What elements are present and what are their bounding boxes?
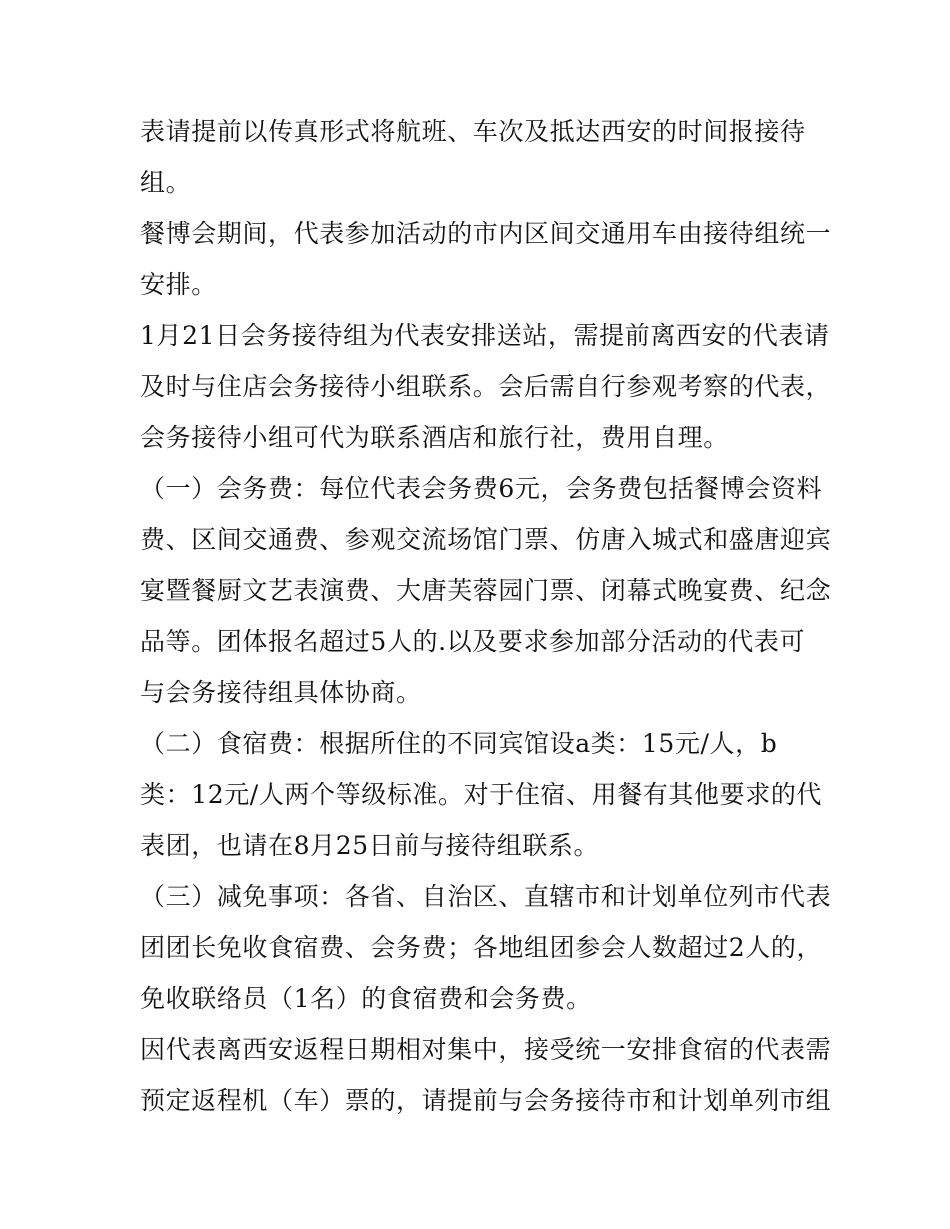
paragraph-departure <box>140 310 832 463</box>
text-line: （三）减免事项：各省、自治区、直辖市和计划单位列市代表 <box>140 882 832 911</box>
text-line: 表请提前以传真形式将航班、车次及抵达西安的时间报接待 <box>140 117 806 146</box>
text-line: 宴暨餐厨文艺表演费、大唐芙蓉园门票、闭幕式晚宴费、纪念 <box>140 576 832 605</box>
paragraph-accommodation-fee <box>140 718 823 871</box>
paragraph-exemptions <box>140 871 832 1024</box>
text-line: 安排。 <box>140 270 217 299</box>
text-line: 费、区间交通费、参观交流场馆门票、仿唐入城式和盛唐迎宾 <box>140 525 832 554</box>
text-line: 会务接待小组可代为联系酒店和旅行社，费用自理。 <box>140 423 729 452</box>
text-line: 组。 <box>140 168 192 197</box>
text-line: 因代表离西安返程日期相对集中，接受统一安排食宿的代表需 <box>140 1035 832 1064</box>
text-line: 与会务接待组具体协商。 <box>140 678 422 707</box>
text-line: 免收联络员（1名）的食宿费和会务费。 <box>140 984 592 1013</box>
text-line: 1月21日会务接待组为代表安排送站，需提前离西安的代表请 <box>140 321 830 350</box>
text-line: （二）食宿费：根据所住的不同宾馆设a类：15元/人，b <box>140 729 778 758</box>
text-line: 团团长免收食宿费、会务费；各地组团参会人数超过2人的， <box>140 933 823 962</box>
paragraph-transport <box>140 208 832 310</box>
text-line: 餐博会期间，代表参加活动的市内区间交通用车由接待组统一 <box>140 219 832 248</box>
document-body <box>140 106 832 1126</box>
text-line: 预定返程机（车）票的，请提前与会务接待市和计划单列市组 <box>140 1086 832 1115</box>
text-line: 品等。团体报名超过5人的.以及要求参加部分活动的代表可 <box>140 627 806 656</box>
text-line: 及时与住店会务接待小组联系。会后需自行参观考察的代表， <box>140 372 832 401</box>
text-line: 表团，也请在8月25日前与接待组联系。 <box>140 831 600 860</box>
paragraph-arrival-notice <box>140 106 820 208</box>
text-line: （一）会务费：每位代表会务费6元，会务费包括餐博会资料 <box>140 474 823 503</box>
paragraph-return-tickets <box>140 1024 832 1126</box>
text-line: 类：12元/人两个等级标准。对于住宿、用餐有其他要求的代 <box>140 780 823 809</box>
paragraph-conference-fee <box>140 463 832 718</box>
